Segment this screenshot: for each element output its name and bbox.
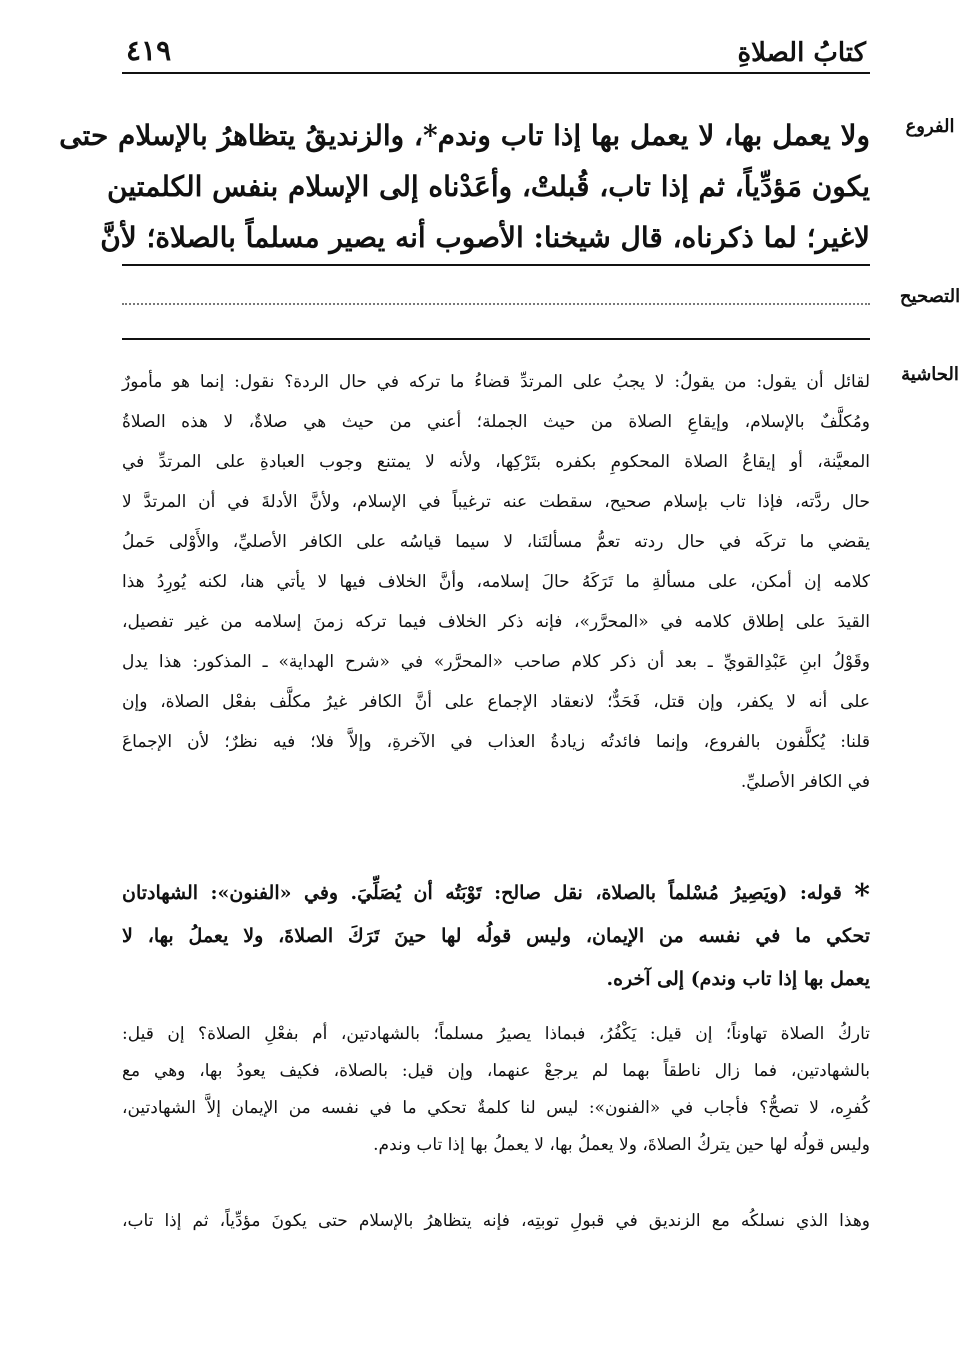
commentary-line: على أنه لا يكفر، وإن قتل، فَحَدٌّ؛ لانعقاد الإجماع على أنَّ الكافر غيرُ مكلَّف بفعْل الصلاة، وإن [122, 692, 870, 712]
book-title: كتابُ الصلاةِ [737, 38, 866, 68]
quoted-line [122, 872, 870, 915]
page-number: ٤١٩ [126, 34, 172, 67]
explanation-text [122, 1016, 870, 1164]
main-text-line: لاغير؛ لما ذكرناه، قال شيخنا: الأصوب أنه يصير مسلماً بالصلاة؛ لأنَّ [100, 221, 870, 254]
quoted-line: يعمل بها إذا تاب وندم) إلى آخره. [606, 968, 870, 990]
separator-rule [122, 338, 870, 340]
asterisk-marker: * [854, 878, 870, 913]
section-label-hashiya: الحاشية [901, 364, 959, 385]
explanation-line: بالشهادتين، فما زال ناطقاً بهما لم يرجعْ عنهما، وإن قيل: بالصلاة، فكيف يعودُ بها، وهي مع [122, 1061, 870, 1081]
separator-rule [122, 264, 870, 266]
quoted-passage [122, 872, 870, 1001]
commentary-line: حال ردَّته، فإذا تاب بإسلام صحيح، سقطت عنه ترغيباً في الإسلام، ولأنَّ الأدلةَ في أن المرتدَّ لا [122, 492, 870, 512]
running-header [122, 32, 870, 74]
commentary-text [122, 362, 870, 802]
explanation-line: كُفرِه، لا تصحُّ؟ فأجاب في «الفنون»: ليس لنا كلمةٌ تحكي ما في نفسه من الإيمان إلاَّ الشهادتين، [122, 1098, 870, 1118]
main-text-line: يكون مَؤدِّياً، ثم إذا تاب، قُبلتْ، وأعَدْناه إلى الإسلام بنفس الكلمتين [106, 170, 870, 203]
commentary-line: كلامه إن أمكن، على مسألةِ ما تَرَكَهُ حالَ إسلامه، وأنَّ الخلاف فيها لا يأتي هنا، لكنه يُورِدُ هذا [122, 572, 870, 592]
section-label-furu: الفروع [905, 116, 955, 137]
commentary-line: ومُكلَّفٌ بالإسلام، وإيقاعِ الصلاة من حيث الجملة؛ أعني من حيث هي صلاةٌ، لا هذه الصلاةُ [122, 412, 870, 432]
commentary-line: المعيَّنة، أو إيقاعُ الصلاة المحكومِ بكفره بتَرْكِها، ولأنه لا يمتنع وجوب العبادةِ على المرتدِّ في [122, 452, 870, 472]
correction-dotted-line [122, 303, 870, 305]
commentary-line: قلنا: يُكلَّفون بالفروع، وإنما فائدتُه زيادةُ العذاب في الآخرةِ، وإلاَّ فلا؛ فيه نظرٌ؛ لأن الإجماعَ [122, 732, 870, 752]
main-text-line: ولا يعمل بها، لا يعمل بها إذا تاب وندم*، والزنديقُ يتظاهرُ بالإسلام حتى [59, 119, 870, 152]
quoted-line-text: قوله: (ويَصِيرُ مُسْلماً بالصلاة، نقل صالح: تَوْبَتُه أن يُصَلِّيَ. وفي «الفنون»: الشهادتان [122, 882, 842, 904]
closing-line: وهذا الذي نسلكُه مع الزنديق في قبولِ توبتِه، فإنه يتظاهرُ بالإسلام حتى يكونَ مؤدِّياً، ثم إذا تاب، [122, 1211, 870, 1231]
explanation-line: وليس قولُه لها حين يتركُ الصلاةَ، ولا يعملُ بها، لا يعملُ بها إذا تاب وندم. [373, 1135, 870, 1155]
commentary-line: القيدَ على إطلاق كلامه في «المحرَّر»، فإنه ذكر الخلاف فيما تركه زمنَ إسلامه من غير تفصيل، [122, 612, 870, 632]
commentary-line: لقائل أن يقول: من يقولُ: لا يجبُ على المرتدِّ قضاءُ ما تركه في حال الردة؟ نقول: إنما هو مأمورٌ [122, 372, 870, 392]
commentary-line: يقضي ما تركَه في حال ردته تعمُّ مسألتَنا، لا سيما قياسُه على الكافر الأصليِّ، والأَوْلى حَملُ [122, 532, 870, 552]
section-label-tashih: التصحيح [899, 286, 961, 307]
quoted-line: تحكي ما في نفسه من الإيمان، وليس قولُه لها حينَ تَرَكَ الصلاةَ، ولا يعملُ بها، لا [122, 925, 870, 947]
commentary-line: وقَوْلُ ابنِ عَبْدِالقويِّ ـ بعد أن ذكر كلام صاحب «المحرَّر» في «شرح الهداية» ـ المذكور: هذا يدل [122, 652, 870, 672]
commentary-line: في الكافر الأصليِّ. [740, 772, 870, 792]
explanation-line: تاركُ الصلاة تهاوناً؛ إن قيل: يَكْفُرُ، فبماذا يصيرُ مسلماً؛ بالشهادتين، أم بفعْلِ الصلاة؟ إن قيل: [122, 1024, 870, 1044]
main-text [59, 110, 870, 263]
closing-paragraph [122, 1202, 870, 1240]
